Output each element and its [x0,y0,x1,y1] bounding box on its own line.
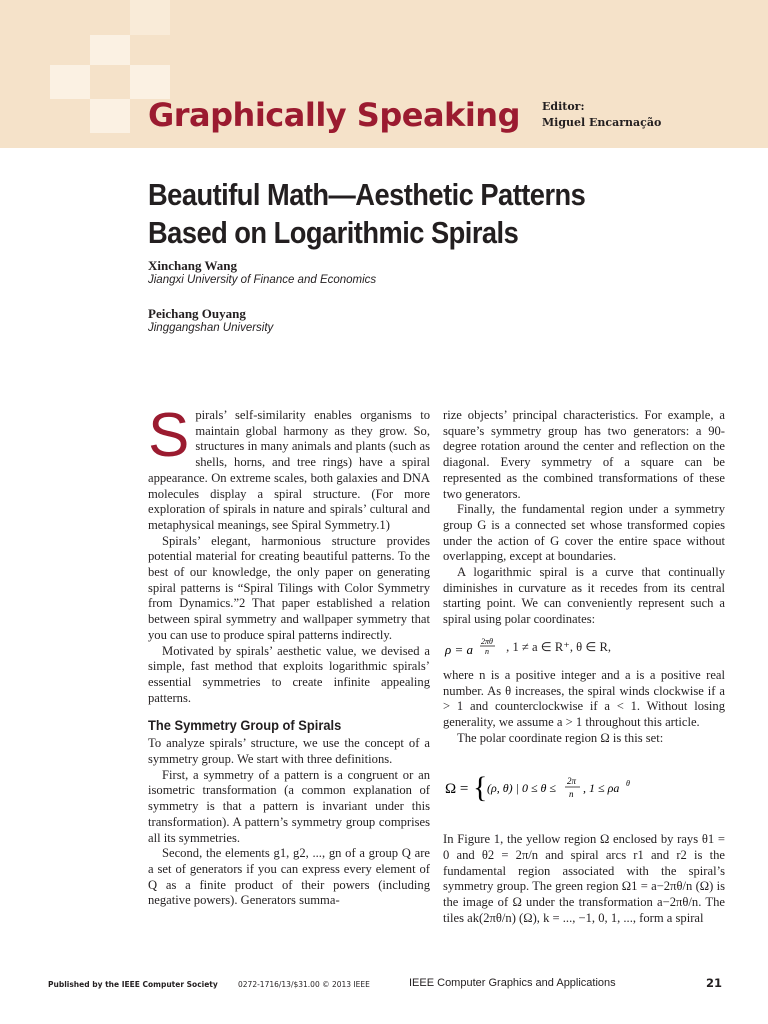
paragraph: Spirals’ elegant, harmonious structure provides potential material for creating beautiful patterns. To the best of our knowledge, the only paper on generating spiral patterns is “Spiral Tilings with Color Symmetry from Dynamics.”2 That paper established a relation between spiral symmetry and wallpaper symmetry that you can use to produce spiral patterns indirectly. [148,533,430,642]
article-title: Beautiful Math—Aesthetic Patterns Based on Logarithmic Spirals [148,177,586,250]
decorative-square [130,0,170,35]
decorative-square [90,35,130,65]
svg-text:2πθ: 2πθ [481,636,493,646]
decorative-square [130,65,170,99]
paragraph: To analyze spirals’ structure, we use the concept of a symmetry group. We start with three definitions. [148,736,430,767]
svg-text:Ω =: Ω = [445,781,469,798]
paragraph: pirals’ self-similarity enables organisms to maintain global harmony as they grow. So, structures in many animals and plants (such as shells, horns, and tree rings) have a spiral appearance. On extreme scales, both galaxies and DNA molecules display a spiral structure. (For more exploration of spirals in nature and spirals’ cultural and metaphysical meanings, see Spiral Symmetry.1) [148,408,430,532]
drop-cap: S [148,401,190,470]
right-column [443,408,725,927]
section-heading: The Symmetry Group of Spirals [148,717,342,734]
region-formula [443,754,725,824]
spiral-formula [443,636,725,660]
svg-text:{: { [473,771,488,805]
author-name: Xinchang Wang [148,258,237,273]
paragraph: First, a symmetry of a pattern is a congruent or an isometric transformation (a common explanation of symmetry is that a pattern is invariant under this transformation). A pattern’s symmetry group comprises all its symmetries. [148,767,430,845]
svg-text:(ρ, θ) | 0 ≤ θ ≤: (ρ, θ) | 0 ≤ θ ≤ [487,781,557,796]
paragraph: The polar coordinate region Ω is this set: [457,730,664,745]
header-banner [0,0,768,148]
author-affiliation: Jiangxi University of Finance and Economics [148,274,377,286]
svg-text:, 1 ≤ ρa: , 1 ≤ ρa [583,781,620,796]
paragraph: Finally, the fundamental region under a symmetry group G is a connected set whose transformed copies under the action of G cover the entire space without overlapping, except at boundaries. [443,502,725,564]
formula-conditions: , 1 ≠ a ∈ R⁺, θ ∈ R, [506,639,612,654]
issn-line: 0272-1716/13/$31.00 © 2013 IEEE [238,980,370,989]
svg-text:n: n [569,789,574,800]
paragraph: In Figure 1, the yellow region Ω enclosed by rays θ1 = 0 and θ2 = 2π/n and spiral arcs r1 and r2 is the fundamental region associated with the spiral’s symmetry group. The green region Ω1 = a−2πθ/n (Ω) is the image of Ω under the transformation a−2πθ/n. The tiles ak(2πθ/n) (Ω), k = ..., −1, 0, 1, ..., form a spiral [443,832,725,925]
page-number: 21 [705,976,722,990]
department-title: Graphically Speaking [148,96,520,134]
paragraph: rize objects’ principal characteristics. For example, a square’s symmetry group has two generators: a 90-degree rotation around the center and reflection on the diagonal. Every symmetry of a square can be represented as the combined transformations of these two generators. [443,408,725,501]
paragraph: Motivated by spirals’ aesthetic value, we devised a simple, fast method that exploits logarithmic spirals’ essential symmetries to create infinite appealing patterns. [148,643,430,705]
journal-name: IEEE Computer Graphics and Applications [409,977,616,989]
svg-text:θ: θ [626,779,630,789]
page-footer [48,975,728,995]
editor-credit [542,99,661,131]
author-affiliation: Jinggangshan University [148,322,274,334]
paragraph: where n is a positive integer and a is a positive real number. As θ increases, the spiral winds clockwise if a > 1 and counterclockwise if a < 1. Without losing generality, we assume a > 1 throughout this article. [443,667,725,729]
editor-name: Miguel Encarnação [542,116,662,129]
left-column [148,401,430,909]
publisher-credit: Published by the IEEE Computer Society [48,980,218,989]
editor-label: Editor: [542,100,585,113]
svg-text:ρ = a: ρ = a [445,641,474,657]
decorative-square [50,65,90,99]
svg-text:n: n [485,646,489,656]
paragraph: Second, the elements g1, g2, ..., gn of a group Q are a set of generators if you can express every element of Q as a finite product of their powers (including negative powers). Generators summa- [148,846,430,908]
decorative-square [90,99,130,133]
svg-text:2π: 2π [567,776,577,787]
spiral-equation-graphic [443,636,503,660]
paragraph: A logarithmic spiral is a curve that continually diminishes in curvature as it recedes from its central starting point. We can conveniently represent such a spiral using polar coordinates: [443,565,725,627]
author-name: Peichang Ouyang [148,306,246,321]
region-equation-graphic [443,760,643,814]
